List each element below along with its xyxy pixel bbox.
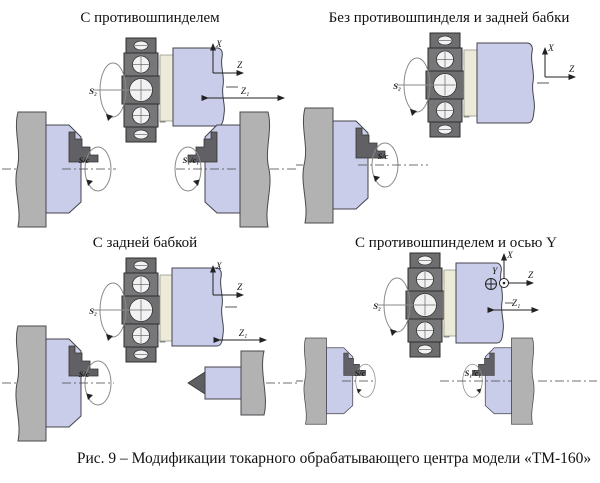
panel-title: С задней бабкой (92, 235, 198, 251)
counter-spindle-label: S₁/c₁ (464, 368, 482, 378)
turret-rotation-label: S₂ (393, 81, 401, 91)
main-spindle-label: S/c (78, 155, 90, 165)
axis-z-label: Z (237, 283, 243, 293)
axis-z-label: Z (528, 271, 534, 281)
tool-plate (160, 275, 172, 341)
main-spindle-label: S/c (354, 368, 366, 378)
main-spindle (303, 108, 398, 223)
axis-y-label: Y (492, 267, 498, 277)
panel-bottom-right (296, 235, 597, 424)
z1-travel-label: Z₁ (238, 329, 248, 339)
counter-spindle (175, 112, 270, 227)
tool-plate (444, 270, 456, 336)
turret-rotation-label: S₂ (373, 301, 381, 311)
axis-x-label: X (548, 44, 554, 54)
panel-title: Без противошпинделя и задней бабки (328, 10, 570, 26)
panel-top-left (2, 10, 298, 227)
figure-caption: Рис. 9 – Модификации токарного обрабатывающего центра модели «ТМ-160» (76, 450, 592, 467)
panel-bottom-left (2, 235, 298, 441)
main-spindle (16, 326, 111, 441)
z1-travel-label: Z₁ (511, 299, 521, 309)
panel-title: С противошпинделем (80, 10, 220, 26)
main-spindle (16, 112, 111, 227)
main-spindle-label: S/c (78, 369, 90, 379)
workpiece (173, 48, 224, 126)
axis-x-label: X (216, 40, 222, 50)
turret-rotation-label: S₂ (89, 86, 97, 96)
axis-y-dot (503, 282, 506, 285)
panel-top-right (296, 10, 575, 223)
z1-travel-label: Z₁ (240, 87, 250, 97)
turret-rotation-label: S₂ (89, 306, 97, 316)
axis-z-label: Z (569, 65, 575, 75)
counter-spindle-label: S₁/c₁ (182, 155, 200, 165)
axis-x-label: X (216, 262, 222, 272)
axis-z-label: Z (237, 61, 243, 71)
workpiece (477, 43, 534, 123)
tool-plate (464, 50, 477, 116)
tool-plate (160, 55, 173, 121)
workpiece (172, 268, 223, 346)
axis-x-label: X (507, 251, 513, 261)
panel-title: С противошпинделем и осью Y (355, 235, 557, 251)
tailstock (188, 351, 265, 415)
main-spindle-label: S/c (377, 151, 389, 161)
